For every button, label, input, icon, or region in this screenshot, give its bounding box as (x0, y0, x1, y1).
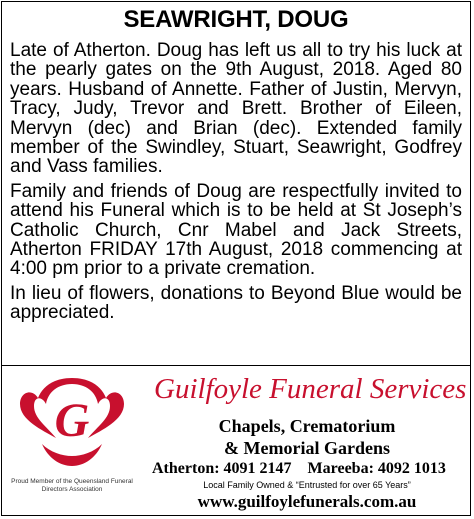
membership-text: Proud Member of the Queensland Funeral Directors Association (11, 478, 133, 493)
notice-body (10, 41, 462, 328)
tagline: Local Family Owned & “Entrusted for over 65 Years” (203, 480, 411, 490)
notice-title: SEAWRIGHT, DOUG (123, 6, 349, 33)
services-line-1: Chapels, Crematorium (218, 416, 396, 436)
notice-paragraph: Family and friends of Doug are respectfully invited to attend his Funeral which is to be held at St Joseph’s Catholic Church, Cnr Mabel and Jack Streets, Atherton FRIDAY 17th August, 2018 commencing at 4:00 pm prior to a private cremation. (10, 180, 462, 280)
services-line-2: & Memorial Gardens (224, 438, 390, 458)
notice-paragraph: In lieu of flowers, donations to Beyond Blue would be appreciated. (10, 282, 462, 324)
notice-paragraph: Late of Atherton. Doug has left us all to try his luck at the pearly gates on the 9th August, 2018. Aged 80 years. Husband of Annette. Father of Justin, Mervyn, Tracy, Judy, Trevor and Brett. Brother of Eileen, Mervyn (dec) and Brian (dec). Extended family member of the Swindley, Stuart, Seawright, Godfrey and Vass families. (10, 40, 462, 178)
funeral-notice (1, 1, 471, 516)
brand-name: Guilfoyle Funeral Services (154, 373, 467, 405)
guilfoyle-logo-icon (12, 374, 132, 472)
phone-numbers (152, 459, 446, 479)
phone-mareeba: Mareeba: 4092 1013 (307, 460, 446, 477)
logo-letter: G (54, 394, 90, 447)
website: www.guilfoylefunerals.com.au (197, 492, 417, 511)
divider (2, 365, 470, 366)
phone-atherton: Atherton: 4091 2147 (152, 460, 292, 477)
